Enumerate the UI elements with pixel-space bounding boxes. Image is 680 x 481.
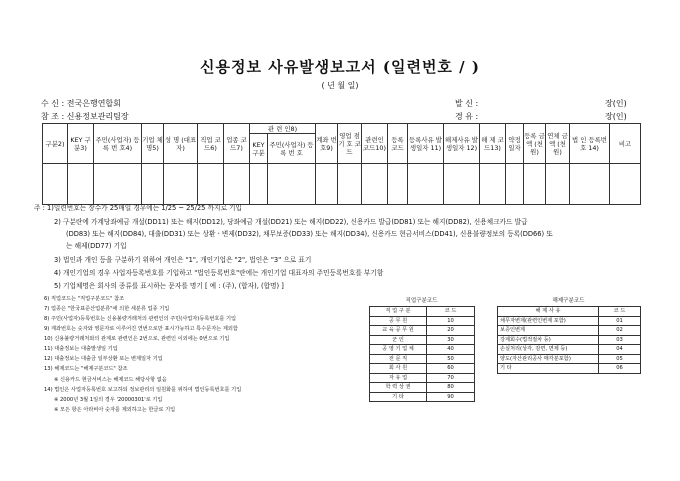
table-row xyxy=(370,345,475,355)
via-label: 경 유 : xyxy=(455,112,479,121)
note-3: 3) 법인과 개인 등을 구분하기 위하여 개인은 "1", 개인기업은 "2", 법인은 "3" 으로 표기 xyxy=(54,256,312,264)
job-code-header-code: 코 드 xyxy=(427,307,475,317)
job-code: 10 xyxy=(427,316,475,326)
release-reason: 양도(자산관리공사 매각분포함) xyxy=(498,354,599,364)
cell-job-code[interactable] xyxy=(198,164,224,205)
header-related-key-type: KEY 구분 xyxy=(250,134,268,164)
header-remarks: 비고 xyxy=(610,124,641,164)
cell-contract-date[interactable] xyxy=(506,164,524,205)
table-row xyxy=(370,392,475,402)
note-hangul: ※ 모든 항은 아라비아 숫자를 제외하고는 한글로 기입 xyxy=(54,407,176,413)
cell-name[interactable] xyxy=(164,164,198,205)
release-reason: 채무자변제(관련인변제 포함) xyxy=(498,316,599,326)
job-code-panel xyxy=(369,296,474,402)
release-code-title: 해제구분코드 xyxy=(552,298,585,304)
header-job-code: 직업 코드6) xyxy=(198,124,224,164)
note-14: 14) 법인은 사업자등록번호 보고하되 정보관리의 일원화를 위하여 법인등록번호를 기입 xyxy=(44,387,242,393)
job-type: 기 타 xyxy=(370,392,427,402)
table-row xyxy=(498,345,641,355)
job-code: 90 xyxy=(427,392,475,402)
note-9: 9) 계좌번호는 숫자와 영문자로 이루어진 연번으로만 표시가능하고 특수문자는 제외함 xyxy=(44,326,238,332)
job-code-title: 직업구분코드 xyxy=(405,298,438,304)
table-row xyxy=(370,364,475,374)
report-date: ( 년 월 일) xyxy=(321,81,359,90)
release-code-header-code: 코 드 xyxy=(599,307,641,317)
header-company-name: 기업 체명5) xyxy=(142,124,164,164)
note-2: 2) 구분란에 가계당좌예금 개설(DD11) 또는 해지(DD12), 당좌예금 개설(DD21) 또는 해지(DD22), 신용카드 발급(DD81) 또는 해지(DD82), 신용체크카드 발급 xyxy=(54,218,528,226)
note-1: 주 : 1)일련번호는 장수가 25매일 경우에는 1/25 ~ 25/25 까지로 기입 xyxy=(34,204,242,212)
note-2-end: 는 해제(DD77) 기입 xyxy=(66,242,127,250)
table-row xyxy=(498,364,641,374)
job-type: 전 문 직 xyxy=(370,354,427,364)
cell-key-type[interactable] xyxy=(68,164,94,205)
release-reason: 강제회수(법적절차 등) xyxy=(498,335,599,345)
job-code: 70 xyxy=(427,373,475,383)
job-code: 20 xyxy=(427,326,475,336)
cell-registration-code[interactable] xyxy=(388,164,408,205)
header-industry-code: 업종 코드7) xyxy=(224,124,250,164)
cell-industry-code[interactable] xyxy=(224,164,250,205)
header-release-date: 해제사유 발생일자 12) xyxy=(444,124,480,164)
note-11: 11) 대출정보는 대출발생일 기입 xyxy=(44,346,118,352)
header-related-code: 관련인 코드10) xyxy=(362,124,388,164)
cell-related-reg-number[interactable] xyxy=(268,164,316,205)
via-seal: 장(인) xyxy=(605,112,627,121)
job-type: 학 력 상 권 xyxy=(370,383,427,393)
job-code-header-type: 직 업 구 분 xyxy=(370,307,427,317)
cell-registration-date[interactable] xyxy=(408,164,444,205)
reference-label: 참 조 : 신용정보관리팀장 xyxy=(41,112,129,121)
header-registration-number: 주민(사업자) 등 록 번 호4) xyxy=(94,124,142,164)
page-title: 신용정보 사유발생보고서 (일련번호 / ) xyxy=(200,58,480,76)
release-code-header-reason: 해 제 사 유 xyxy=(498,307,599,317)
table-row xyxy=(370,354,475,364)
cell-overdue-amount[interactable] xyxy=(546,164,570,205)
note-7: 7) 업종은 "한국표준산업분류"에 의한 세분류 업종 기입 xyxy=(44,306,170,312)
job-type: 공 무 원 xyxy=(370,316,427,326)
cell-release-date[interactable] xyxy=(444,164,480,205)
table-row xyxy=(498,354,641,364)
sender-seal: 장(인) xyxy=(605,99,627,108)
job-code: 40 xyxy=(427,345,475,355)
note-14-aside: ※ 2000년 3월 1일의 경우 '20000301'로 기입 xyxy=(54,397,163,403)
job-code: 50 xyxy=(427,354,475,364)
note-6: 6) 직업코드는 "직업구분코드" 참조 xyxy=(44,296,125,302)
job-type: 회 사 원 xyxy=(370,364,427,374)
note-10: 10) 신용불량거래처와의 관계로 관련인은 2번으로, 관련인 이외에는 0번으로 기입 xyxy=(44,336,230,342)
release-reason: 기 타 xyxy=(498,364,599,374)
release-code-panel xyxy=(497,296,640,374)
table-row xyxy=(498,335,641,345)
cell-remarks[interactable] xyxy=(610,164,641,205)
release-reason: 손실처리(상각, 감면, 면제 등) xyxy=(498,345,599,355)
note-4: 4) 개인기업의 경우 사업자등록번호를 기입하고 "법인등록번호"란에는 개인기업 대표자의 주민등록번호를 부기함 xyxy=(54,269,384,277)
job-type: 군 인 xyxy=(370,335,427,345)
cell-branch-code[interactable] xyxy=(338,164,362,205)
table-row xyxy=(370,326,475,336)
header-related-person: 관 련 인8) xyxy=(250,124,316,134)
table-row xyxy=(43,164,641,205)
cell-release-code[interactable] xyxy=(480,164,506,205)
cell-registration-number[interactable] xyxy=(94,164,142,205)
header-name: 성 명 (대표자) xyxy=(164,124,198,164)
job-type: 자 유 업 xyxy=(370,373,427,383)
release-code: 06 xyxy=(599,364,641,374)
job-code: 30 xyxy=(427,335,475,345)
table-row xyxy=(370,383,475,393)
recipient-label: 수 신 : 전국은행연합회 xyxy=(41,99,121,108)
release-reason: 보증인변제 xyxy=(498,326,599,336)
credit-report-table xyxy=(42,123,641,205)
note-2-cont: (DD83) 또는 해지(DD84), 대출(DD31) 또는 상환ㆍ변제(DD32), 채무보증(DD33) 또는 해지(DD34), 신용카드 현금서비스(DD41), 신용불량정보의 등록(DD66) 또 xyxy=(66,230,553,238)
header-registration-code: 등록 코드 xyxy=(388,124,408,164)
table-row xyxy=(370,373,475,383)
note-13-aside: ※ 신용카드 현금서비스는 해제코드 해당사항 없음 xyxy=(54,377,167,383)
release-code: 01 xyxy=(599,316,641,326)
cell-corp-reg-number[interactable] xyxy=(570,164,610,205)
job-type: 공 영 기 업 체 xyxy=(370,345,427,355)
release-code: 02 xyxy=(599,326,641,336)
header-account-number: 계좌 번호9) xyxy=(316,124,338,164)
job-code: 80 xyxy=(427,383,475,393)
note-5: 5) 기업체명은 회사의 종류를 표시하는 문자를 명기 [ 예 : (주), (합자), (합명) ] xyxy=(54,282,284,290)
release-code: 03 xyxy=(599,335,641,345)
table-row xyxy=(370,316,475,326)
header-key-type: KEY 구분3) xyxy=(68,124,94,164)
note-12: 12) 대출정보는 대출금 일부상환 또는 변제일자 기입 xyxy=(44,356,163,362)
cell-type[interactable] xyxy=(43,164,68,205)
note-8: 8) 주민(사업자)등록번호는 신용불량거래처의 관련인의 주민(사업자)등록번호를 기입 xyxy=(44,316,237,322)
header-registration-date: 등록사유 발생일자 11) xyxy=(408,124,444,164)
cell-related-code[interactable] xyxy=(362,164,388,205)
release-code: 04 xyxy=(599,345,641,355)
table-row xyxy=(498,326,641,336)
header-related-reg-number: 주민(사업자) 등 록 번 호 xyxy=(268,134,316,164)
cell-related-key-type[interactable] xyxy=(250,164,268,205)
table-row xyxy=(370,335,475,345)
header-corp-reg-number: 법 인 등록번호 14) xyxy=(570,124,610,164)
release-code-table xyxy=(497,306,641,374)
table-row xyxy=(498,316,641,326)
note-13: 13) 해제코드는 "해제구분코드" 참조 xyxy=(44,366,128,372)
header-contract-date: 약정 일자 xyxy=(506,124,524,164)
header-registered-amount: 등록 금액 (천원) xyxy=(524,124,546,164)
job-code: 60 xyxy=(427,364,475,374)
cell-registered-amount[interactable] xyxy=(524,164,546,205)
sender-label: 발 신 : xyxy=(455,99,479,108)
header-type: 구분2) xyxy=(43,124,68,164)
header-branch-code: 영업 점 기 호 코 드 xyxy=(338,124,362,164)
cell-account-number[interactable] xyxy=(316,164,338,205)
cell-company-name[interactable] xyxy=(142,164,164,205)
header-release-code: 해 제 코드13) xyxy=(480,124,506,164)
job-code-table xyxy=(369,306,475,402)
release-code: 05 xyxy=(599,354,641,364)
header-overdue-amount: 연체 금액 (천원) xyxy=(546,124,570,164)
job-type: 교 육 공 무 원 xyxy=(370,326,427,336)
